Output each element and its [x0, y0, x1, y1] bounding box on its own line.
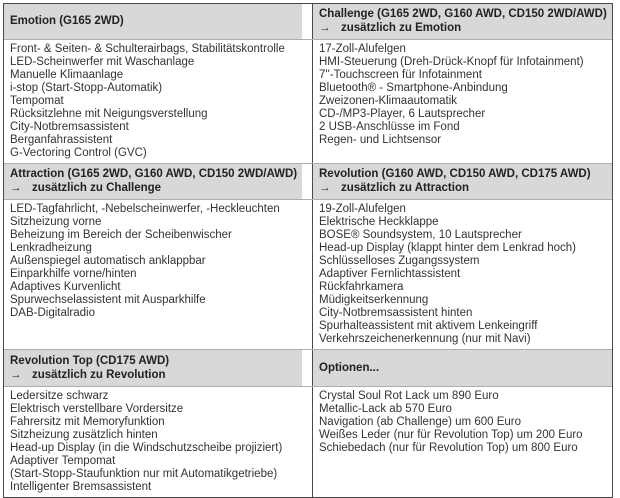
feature-item: Weißes Leder (nur für Revolution Top) um 200 Euro: [319, 429, 583, 441]
feature-item: Metallic-Lack ab 570 Euro: [319, 403, 452, 415]
feature-item: Elektrische Heckklappe: [319, 216, 439, 228]
section-subtitle-revolution-top: [10, 368, 306, 382]
feature-item: LED-Scheinwerfer mit Waschanlage: [10, 56, 195, 68]
arrow-right-icon: →: [319, 182, 331, 194]
body-row-attraction-revolution: [4, 200, 612, 349]
trim-spec-table: [3, 3, 613, 498]
arrow-right-icon: →: [10, 368, 22, 381]
body-row-revolutiontop-optionen: [4, 387, 612, 497]
feature-item: Regen- und Lichtsensor: [319, 134, 442, 146]
feature-item: 2 USB-Anschlüsse im Fond: [319, 121, 460, 133]
subtitle-text: zusätzlich zu Attraction: [341, 182, 469, 194]
feature-list-challenge: [312, 40, 612, 163]
feature-item: Crystal Soul Rot Lack um 890 Euro: [319, 390, 499, 402]
section-subtitle-attraction: [10, 181, 306, 195]
feature-item: (Start-Stopp-Staufunktion nur mit Automatikgetriebe): [10, 468, 278, 480]
feature-item: Front- & Seiten- & Schulterairbags, Stabilitätskontrolle: [10, 43, 285, 55]
feature-list-attraction: [4, 200, 312, 349]
section-header-revolution: [312, 164, 612, 199]
feature-item: Adaptiver Fernlichtassistent: [319, 268, 461, 280]
header-row-emotion-challenge: [4, 4, 612, 40]
section-subtitle-challenge: [319, 21, 606, 35]
feature-item: BOSE® Soundsystem, 10 Lautsprecher: [319, 229, 522, 241]
subtitle-text: zusätzlich zu Emotion: [341, 22, 462, 34]
feature-item: Berganfahrassistent: [10, 134, 113, 146]
feature-item: Adaptiver Tempomat: [10, 455, 116, 467]
feature-item: Tempomat: [10, 95, 64, 107]
feature-item: CD-/MP3-Player, 6 Lautsprecher: [319, 108, 486, 120]
feature-item: 17-Zoll-Alufelgen: [319, 43, 406, 55]
arrow-right-icon: →: [319, 22, 331, 34]
feature-item: Zweizonen-Klimaautomatik: [319, 95, 458, 107]
section-header-emotion: [4, 4, 312, 39]
feature-list-optionen: [312, 387, 612, 497]
feature-item: Sitzheizung zusätzlich hinten: [10, 429, 158, 441]
feature-item: HMI-Steuerung (Dreh-Drück-Knopf für Infotainment): [319, 56, 584, 68]
section-title-optionen: Optionen...: [319, 361, 380, 374]
feature-list-emotion: [4, 40, 312, 163]
feature-item: Rückfahrkamera: [319, 281, 404, 293]
section-subtitle-revolution: [319, 181, 606, 195]
feature-item: Schlüsselloses Zugangssystem: [319, 255, 480, 267]
feature-item: Spurwechselassistent mit Ausparkhilfe: [10, 294, 206, 306]
feature-list-revolution: [312, 200, 612, 349]
subtitle-text: zusätzlich zu Challenge: [32, 182, 162, 194]
feature-item: Intelligenter Bremsassistent: [10, 481, 152, 493]
feature-item: Müdigkeitserkennung: [319, 294, 429, 306]
section-title-revolution: Revolution (G160 AWD, CD150 AWD, CD175 AWD): [319, 168, 591, 180]
feature-item: G-Vectoring Control (GVC): [10, 147, 147, 159]
header-row-attraction-revolution: [4, 163, 612, 200]
subtitle-text: zusätzlich zu Revolution: [32, 368, 166, 381]
feature-list-revolution-top: [4, 387, 312, 497]
feature-item: Ledersitze schwarz: [10, 390, 109, 402]
body-row-emotion-challenge: [4, 40, 612, 163]
section-header-optionen: [312, 350, 612, 386]
feature-item: Fahrersitz mit Memoryfunktion: [10, 416, 165, 428]
feature-item: LED-Tagfahrlicht, -Nebelscheinwerfer, -Heckleuchten: [10, 203, 280, 215]
header-row-revolutiontop-optionen: [4, 349, 612, 387]
feature-item: City-Notbremsassistent: [10, 121, 129, 133]
feature-item: 19-Zoll-Alufelgen: [319, 203, 406, 215]
feature-item: Verkehrszeichenerkennung (nur mit Navi): [319, 333, 531, 345]
feature-item: 7''-Touchscreen für Infotainment: [319, 69, 482, 81]
section-title-revolution-top: Revolution Top (CD175 AWD): [10, 354, 170, 367]
feature-item: Beheizung im Bereich der Scheibenwischer: [10, 229, 232, 241]
feature-item: Spurhalteassistent mit aktivem Lenkeingriff: [319, 320, 538, 332]
section-header-attraction: [4, 164, 312, 199]
section-title-attraction: Attraction (G165 2WD, G160 AWD, CD150 2WD/AWD): [10, 168, 298, 180]
feature-item: i-stop (Start-Stopp-Automatik): [10, 82, 163, 94]
section-header-revolution-top: [4, 350, 312, 386]
feature-item: Elektrisch verstellbare Vordersitze: [10, 403, 184, 415]
feature-item: Manuelle Klimaanlage: [10, 69, 124, 81]
feature-item: Sitzheizung vorne: [10, 216, 102, 228]
feature-item: Rücksitzlehne mit Neigungsverstellung: [10, 108, 208, 120]
feature-item: DAB-Digitalradio: [10, 307, 96, 319]
feature-item: Head-up Display (klappt hinter dem Lenkrad hoch): [319, 242, 576, 254]
feature-item: Bluetooth® - Smartphone-Anbindung: [319, 82, 508, 94]
feature-item: Schiebedach (nur für Revolution Top) um 800 Euro: [319, 442, 578, 454]
feature-item: Navigation (ab Challenge) um 600 Euro: [319, 416, 522, 428]
section-title-emotion: Emotion (G165 2WD): [10, 15, 124, 27]
arrow-right-icon: →: [10, 182, 22, 194]
feature-item: Außenspiegel automatisch anklappbar: [10, 255, 206, 267]
section-title-challenge: Challenge (G165 2WD, G160 AWD, CD150 2WD/AWD): [319, 8, 607, 20]
feature-item: Head-up Display (in die Windschutzscheibe projiziert): [10, 442, 283, 454]
feature-item: Einparkhilfe vorne/hinten: [10, 268, 137, 280]
feature-item: City-Notbremsassistent hinten: [319, 307, 473, 319]
feature-item: Adaptives Kurvenlicht: [10, 281, 121, 293]
section-header-challenge: [312, 4, 612, 39]
feature-item: Lenkradheizung: [10, 242, 92, 254]
